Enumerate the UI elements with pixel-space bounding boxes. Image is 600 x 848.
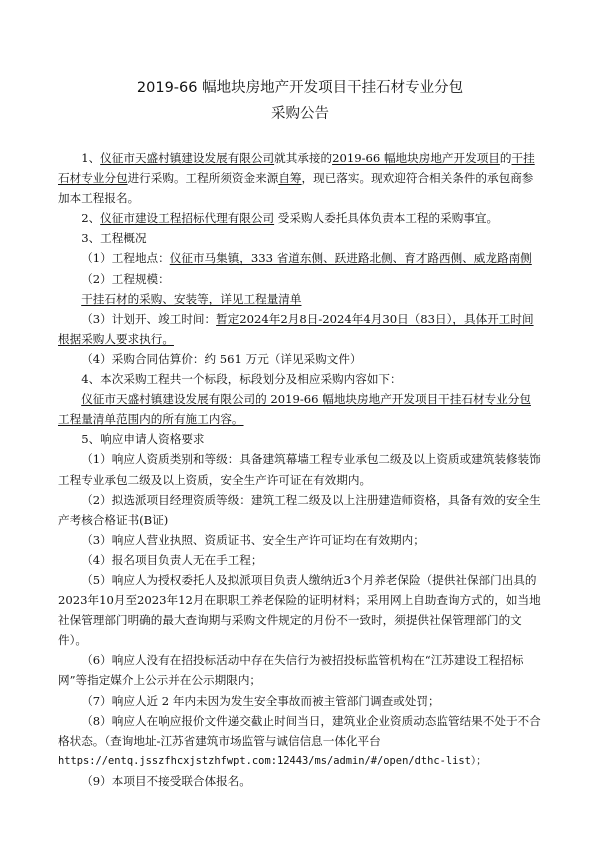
requirement-item: （5）响应人为授权委托人及拟派项目负责人缴纳近3个月养老保险（提供社保部门出具的2023年10月至2023年12月在职职工养老保险的证明材料；采用网上自助查询方式的，如当地社保管理部门明确的最大查询期与采购文件规定的月份不一致时，须提供社保管理部门的文件）。 <box>58 572 541 648</box>
paragraph-1-text-c: 进行采购。工程所须资金来源 <box>127 171 279 186</box>
location-label: （1）工程地点： <box>81 251 170 266</box>
paragraph-1-text-b: 的 <box>499 151 512 165</box>
lot-content: 仪征市天盛村镇建设发展有限公司的 2019-66 幅地块房地产开发项目干挂石材专业分包工程量清单范围内的所有施工内容。 <box>58 392 531 427</box>
paragraph-1-text-a: 就其承接的 <box>274 151 333 165</box>
schedule-label: （3）计划开、竣工时间： <box>81 311 217 326</box>
scale-line <box>58 289 542 309</box>
agent-name: 仪征市建设工程招标代理有限公司 <box>100 211 275 226</box>
schedule-value: 暂定2024年2月8日-2024年4月30日（83日），具体开工时间根据采购人要求执行。 <box>58 311 534 346</box>
project-name: 2019-66 幅地块房地产开发项目 <box>332 151 500 165</box>
requirement-item: （9）本项目不接受联合体报名。 <box>81 773 251 788</box>
paragraph-1-text-d: ，现已落实。现欢迎符合相关条件的承包商参加本工程报名。 <box>58 171 534 206</box>
requirement-item: （1）响应人资质类别和等级：具备建筑幕墙工程专业承包二级及以上资质或建筑装修装饰工程专业承包二级及以上资质，安全生产许可证在有效期内。 <box>58 452 541 487</box>
requirement-item: （7）响应人近 2 年内未因为发生安全事故而被主管部门调查或处罚； <box>81 693 440 708</box>
section-4-content <box>58 389 542 429</box>
paragraph-1-prefix: 1、 <box>81 151 101 165</box>
requirement-item: （8）响应人在响应报价文件递交截止时间当日，建筑业企业资质动态监管结果不处于不合格状态。（查询地址-江苏省建筑市场监管与诚信信息一体化平台 <box>58 713 541 748</box>
funding-source: 自筹 <box>278 171 302 186</box>
paragraph-2-prefix: 2、 <box>81 211 101 226</box>
document-title: 2019-66 幅地块房地产开发项目干挂石材专业分包 <box>136 80 464 96</box>
section-3-heading: 3、工程概况 <box>81 231 147 246</box>
scale-label: （2）工程规模： <box>81 271 170 286</box>
scale-value: 干挂石材的采购、安装等，详见工程量清单 <box>81 291 302 306</box>
location-line <box>58 248 542 268</box>
section-5-heading: 5、响应申请人资格要求 <box>81 432 205 447</box>
section-4-heading: 4、本次采购工程共一个标段，标段划分及相应采购内容如下： <box>81 372 402 387</box>
requirement-item: （6）响应人没有在招投标活动中存在失信行为被招投标监管机构在“江苏建设工程招标网”等指定媒介上公示并在公示期限内； <box>58 653 524 688</box>
requirement-item: （4）报名项目负责人无在手工程； <box>81 552 263 567</box>
procurement-scope: 干挂石材专业分包 <box>58 151 535 186</box>
query-url: https://entq.jsszfhcxjstzhfwpt.com:12443/ms/admin/#/open/dthc-list）； <box>58 754 487 767</box>
paragraph-2 <box>58 208 542 228</box>
location-value: 仪征市马集镇，333 省道东侧、跃进路北侧、育才路西侧、威龙路南侧 <box>169 251 532 266</box>
requirement-item: （2）拟选派项目经理资质等级：建筑工程二级及以上注册建造师资格，具备有效的安全生产考核合格证书(B证) <box>58 492 541 527</box>
paragraph-2-text: 受采购人委托具体负责本工程的采购事宜。 <box>277 211 499 226</box>
paragraph-1 <box>58 148 542 208</box>
document-subtitle: 采购公告 <box>271 106 329 122</box>
price-line: （4）采购合同估算价：约 561 万元（详见采购文件） <box>81 351 362 366</box>
purchaser-name: 仪征市天盛村镇建设发展有限公司 <box>100 151 275 165</box>
schedule-line <box>58 309 542 349</box>
requirement-item: （3）响应人营业执照、资质证书、安全生产许可证均在有效期内； <box>81 532 425 547</box>
document-body <box>58 148 542 791</box>
